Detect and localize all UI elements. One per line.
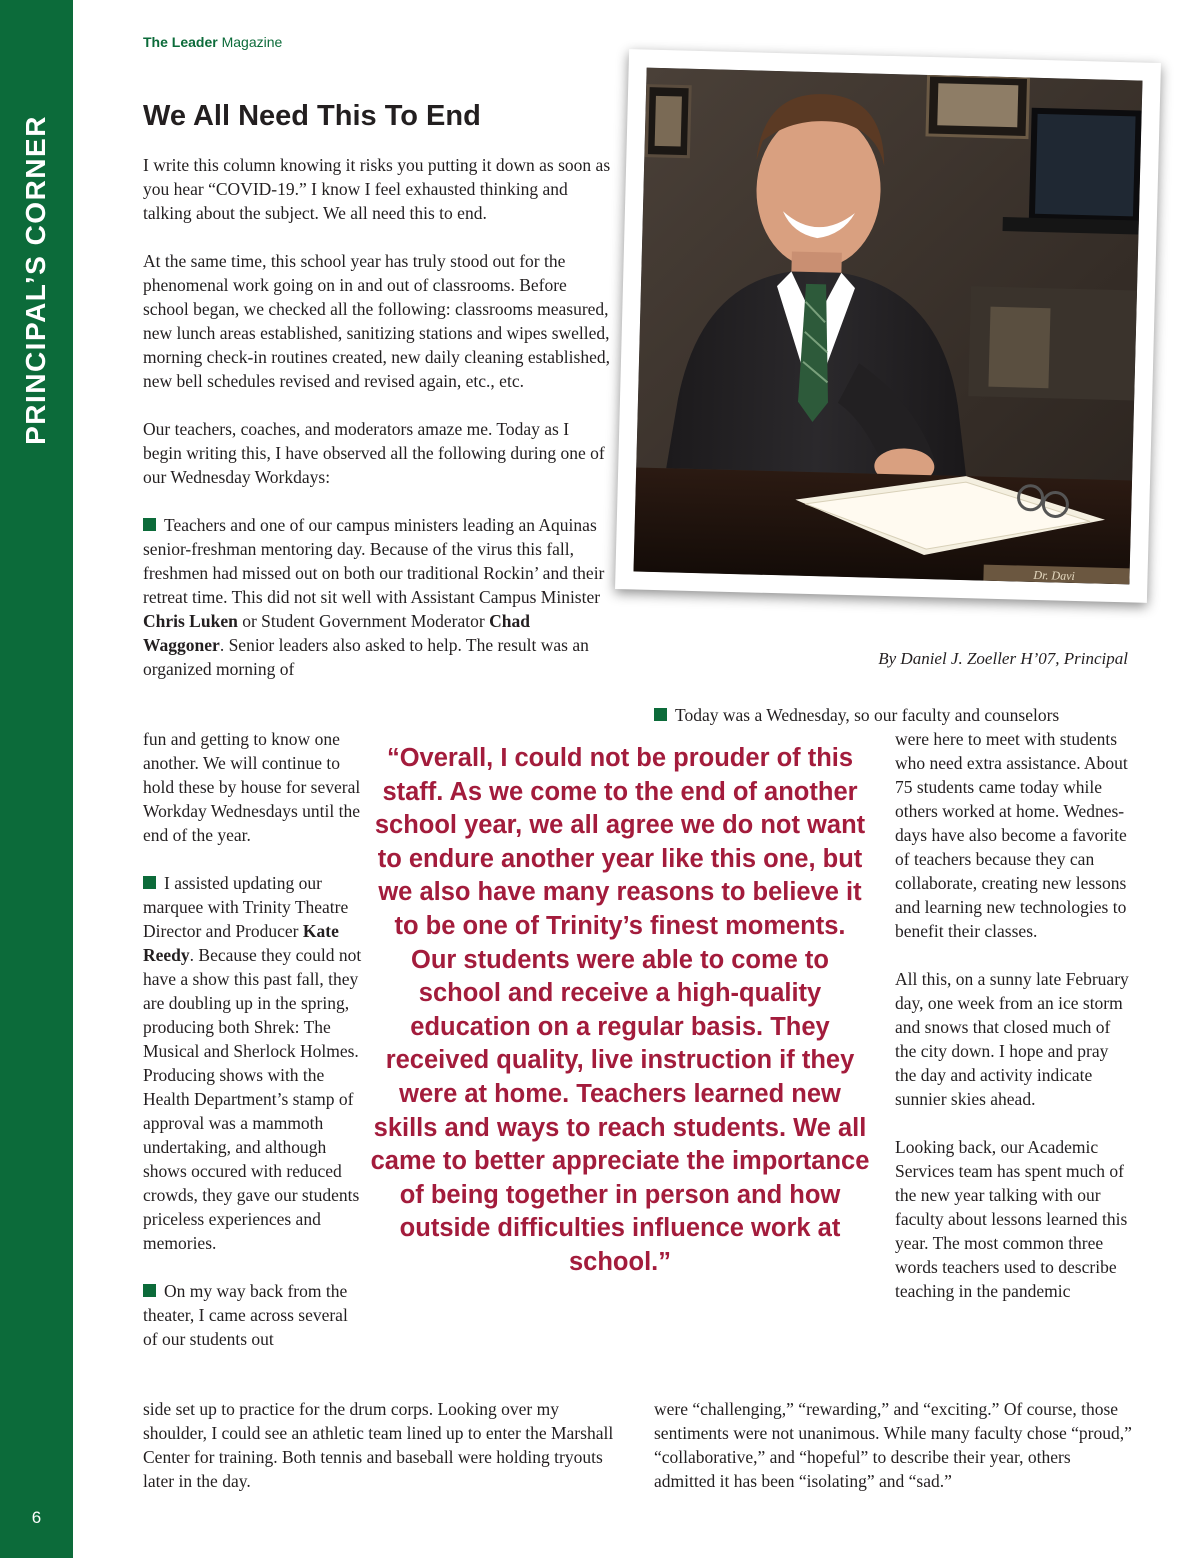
- name-kate-reedy: Kate Reedy: [143, 921, 339, 965]
- principal-photo-frame: [615, 49, 1161, 603]
- desk-nameplate: Dr. Davi: [1033, 567, 1076, 583]
- bullet-square-icon: [143, 876, 156, 889]
- left-column-upper: [143, 153, 611, 681]
- bullet-wednesday-cont: were here to meet with students who need extra assistance. About 75 students came today while others worked at home. Wednesdays have also become a favorite of teachers because they can collaborate, creating new lessons and learning new technologies to benefit their classes.: [895, 729, 1128, 941]
- pull-quote: “Overall, I could not be prouder of this staff. As we come to the end of another school year, we all agree we do not want to endure another year like this one, but we also have many reasons to believe it to be one of Trinity’s finest moments. Our students were able to come to school and receive a high-quality education on a regular basis. They received quality, live instruction if they were at home. Teachers learned new skills and ways to reach students. We all came to better appreciate the importance of being together in person and how outside difficulties influence work at school.”: [370, 744, 870, 1276]
- principal-photo: [633, 68, 1142, 585]
- name-chad-waggoner: Chad Waggoner: [143, 611, 530, 655]
- article-byline: By Daniel J. Zoeller H’07, Principal: [878, 649, 1128, 668]
- bullet-wednesday: Today was a Wednesday, so our faculty and counselors: [654, 703, 1134, 727]
- bullet-mentoring: Teachers and one of our campus ministers leading an Aquinas senior-freshman mentoring day. Because of the virus this fall, freshmen had missed out on both our traditional Rockin’ and their retreat time. This did not sit well with Assistant Campus Minister Chris Luken or Student Government Moderator Chad Waggoner. Senior leaders also asked to help. The result was an organized morning of: [143, 515, 605, 679]
- masthead-brand: The Leader: [143, 34, 218, 50]
- bullet-theater-cont: side set up to practice for the drum corps. Looking over my shoulder, I could see an athletic team lined up to enter the Marshall Center for training. Both tennis and baseball were holding tryouts later in the day.: [143, 1399, 614, 1491]
- paragraph-teachers: Our teachers, coaches, and moderators amaze me. Today as I begin writing this, I have observed all the following during one of our Wednesday Workdays:: [143, 419, 605, 487]
- paragraph-intro: I write this column knowing it risks you putting it down as soon as you hear “COVID-19.” I know I feel exhausted thinking and talking about the subject. We all need this to end.: [143, 155, 611, 223]
- bullet-square-icon: [143, 1284, 156, 1297]
- paragraph-looking-back: Looking back, our Academic Services team has spent much of the new year talking with our faculty about lessons learned this year. The most common three words teachers used to describe teaching in the pandemic: [895, 1137, 1128, 1301]
- masthead: [143, 34, 282, 50]
- right-column-bottom: [654, 1397, 1134, 1493]
- left-column-bottom: [143, 1397, 623, 1493]
- paragraph-sunny-day: All this, on a sunny late February day, one week from an ice storm and snows that closed much of the city down. I hope and pray the day and activity indicate sunnier skies ahead.: [895, 969, 1129, 1109]
- section-title: PRINCIPAL’S CORNER: [20, 115, 51, 445]
- page-number: 6: [31, 1508, 42, 1527]
- masthead-suffix: Magazine: [217, 34, 283, 50]
- article-title: We All Need This To End: [143, 100, 481, 132]
- left-column-narrow: [143, 727, 363, 1351]
- right-column-top: [654, 703, 1134, 727]
- principal-portrait-image: [633, 68, 1142, 585]
- name-chris-luken: Chris Luken: [143, 611, 238, 631]
- bullet-mentoring-cont: fun and getting to know one another. We will continue to hold these by house for several Workday Wednesdays until the end of the year.: [143, 729, 361, 845]
- bullet-square-icon: [654, 708, 667, 721]
- paragraph-looking-back-cont: were “challenging,” “rewarding,” and “exciting.” Of course, those sentiments were not unanimous. While many faculty chose “proud,” “collaborative,” and “hopeful” to describe their year, others admitted it has been “isolating” and “sad.”: [654, 1399, 1132, 1491]
- bullet-marquee: I assisted updating our marquee with Trinity Theatre Director and Producer Kate Reedy. Because they could not have a show this past fall, they are doubling up in the spring, producing both Shrek: The Musical and Sherlock Holmes. Producing shows with the Health Department’s stamp of approval was a mammoth undertaking, and although shows occured with reduced crowds, they gave our students priceless experiences and memories.: [143, 873, 362, 1253]
- bullet-square-icon: [143, 518, 156, 531]
- bullet-theater: On my way back from the theater, I came across several of our students out: [143, 1281, 348, 1349]
- paragraph-school-year: At the same time, this school year has truly stood out for the phenomenal work going on in and out of classrooms. Before school began, we checked all the following: classrooms measured, new lunch areas established, sanitizing stations and wipes swelled, morning check-in routines created, new daily cleaning established, new bell schedules revised and revised again, etc., etc.: [143, 251, 610, 391]
- section-sidebar: [0, 0, 73, 1558]
- right-column-narrow: [895, 727, 1130, 1303]
